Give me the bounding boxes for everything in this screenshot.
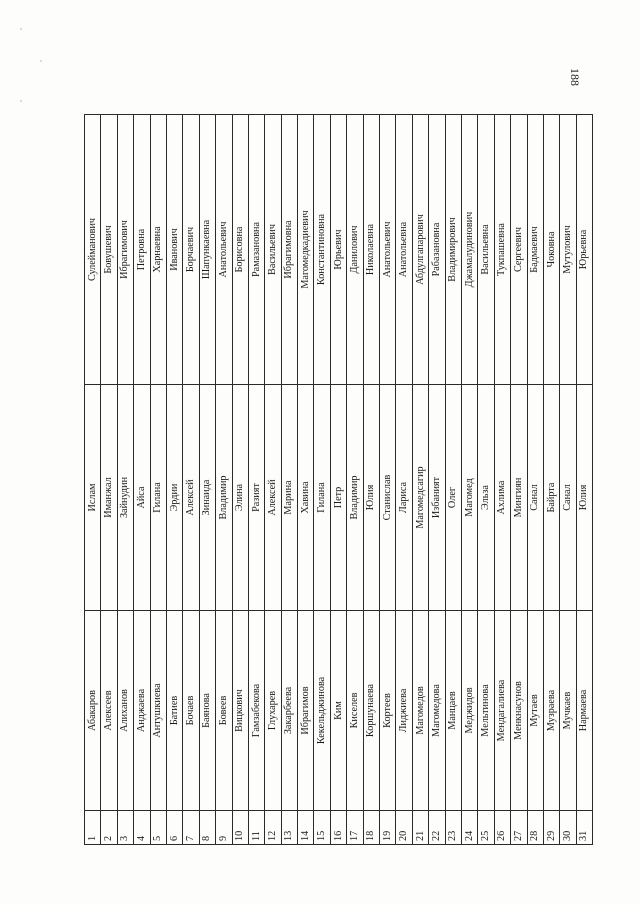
first-name-cell: Мингиян [511, 385, 527, 611]
table-row [150, 115, 166, 845]
patronymic-cell: Васильевич [265, 115, 281, 385]
row-number: 26 [494, 811, 510, 845]
patronymic-cell: Чоковна [543, 115, 559, 385]
table-row [265, 115, 281, 845]
patronymic-cell: Бадмаевич [527, 115, 543, 385]
last-name-cell: Кортеев [380, 611, 396, 811]
first-name-cell: Магомед [461, 385, 477, 611]
last-name-cell: Манцаев [445, 611, 461, 811]
table-row [429, 115, 445, 845]
last-name-cell: Ким [330, 611, 346, 811]
last-name-cell: Алексеев [101, 611, 117, 811]
first-name-cell: Разият [248, 385, 264, 611]
row-number: 6 [166, 811, 182, 845]
table-row [380, 115, 396, 845]
last-name-cell: Батиев [166, 611, 182, 811]
table-row [494, 115, 510, 845]
last-name-cell: Закарбеева [281, 611, 297, 811]
patronymic-cell: Данилович [347, 115, 363, 385]
table-row [232, 115, 248, 845]
first-name-cell: Владимир [216, 385, 232, 611]
last-name-cell: Анджаева [134, 611, 150, 811]
table-row [298, 115, 314, 845]
scan-speck [20, 100, 22, 102]
patronymic-cell: Рабазановна [429, 115, 445, 385]
last-name-cell: Гамзабекова [248, 611, 264, 811]
last-name-cell: Менкнасунов [511, 611, 527, 811]
row-number: 2 [101, 811, 117, 845]
first-name-cell: Санал [527, 385, 543, 611]
first-name-cell: Марина [281, 385, 297, 611]
patronymic-cell: Васильевна [478, 115, 494, 385]
row-number: 19 [380, 811, 396, 845]
row-number: 21 [412, 811, 428, 845]
last-name-cell: Ибрагимов [298, 611, 314, 811]
patronymic-cell: Борисовна [232, 115, 248, 385]
first-name-cell: Избаният [429, 385, 445, 611]
last-name-cell: Музраева [543, 611, 559, 811]
table-row [347, 115, 363, 845]
row-number: 15 [314, 811, 330, 845]
table-row [445, 115, 461, 845]
patronymic-cell: Абдулгапарович [412, 115, 428, 385]
first-name-cell: Магомедсагир [412, 385, 428, 611]
row-number: 29 [543, 811, 559, 845]
table-row [527, 115, 543, 845]
last-name-cell: Бовеев [216, 611, 232, 811]
row-number: 17 [347, 811, 363, 845]
first-name-cell: Эрдии [166, 385, 182, 611]
patronymic-cell: Юрьевна [576, 115, 592, 385]
name-list-table-wrapper [84, 115, 590, 845]
rotated-table [84, 115, 590, 845]
row-number: 8 [199, 811, 215, 845]
first-name-cell: Байрта [543, 385, 559, 611]
first-name-cell: Санал [560, 385, 576, 611]
patronymic-cell: Шапункаевна [199, 115, 215, 385]
table-row [199, 115, 215, 845]
row-number: 30 [560, 811, 576, 845]
table-row [461, 115, 477, 845]
page-number: 188 [568, 68, 582, 86]
patronymic-cell: Константиновна [314, 115, 330, 385]
table-row [543, 115, 559, 845]
first-name-cell: Алексей [183, 385, 199, 611]
patronymic-cell: Бовушевич [101, 115, 117, 385]
table-row [396, 115, 412, 845]
first-name-cell: Юлия [576, 385, 592, 611]
table-row [314, 115, 330, 845]
last-name-cell: Бочаев [183, 611, 199, 811]
row-number: 18 [363, 811, 379, 845]
row-number: 14 [298, 811, 314, 845]
patronymic-cell: Анатольевич [216, 115, 232, 385]
row-number: 16 [330, 811, 346, 845]
last-name-cell: Алиханов [117, 611, 133, 811]
first-name-cell: Айса [134, 385, 150, 611]
scan-speck [20, 28, 22, 30]
patronymic-cell: Магомедкадиевич [298, 115, 314, 385]
row-number: 31 [576, 811, 592, 845]
patronymic-cell: Мутулович [560, 115, 576, 385]
row-number: 27 [511, 811, 527, 845]
last-name-cell: Антушкиева [150, 611, 166, 811]
first-name-cell: Зайнудин [117, 385, 133, 611]
table-row [166, 115, 182, 845]
table-row [576, 115, 592, 845]
first-name-cell: Владимир [347, 385, 363, 611]
last-name-cell: Мутаев [527, 611, 543, 811]
table-row [560, 115, 576, 845]
scan-speck [40, 60, 42, 62]
first-name-cell: Петр [330, 385, 346, 611]
table-row [363, 115, 379, 845]
table-row [134, 115, 150, 845]
last-name-cell: Кекельджинова [314, 611, 330, 811]
table-row [248, 115, 264, 845]
last-name-cell: Абакаров [85, 611, 101, 811]
first-name-cell: Лариса [396, 385, 412, 611]
row-number: 3 [117, 811, 133, 845]
last-name-cell: Баянова [199, 611, 215, 811]
row-number: 4 [134, 811, 150, 845]
table-row [478, 115, 494, 845]
last-name-cell: Коршунаева [363, 611, 379, 811]
table-row [330, 115, 346, 845]
table-row [281, 115, 297, 845]
first-name-cell: Иманжал [101, 385, 117, 611]
patronymic-cell: Ибрагимович [117, 115, 133, 385]
patronymic-cell: Сулейманович [85, 115, 101, 385]
table-row [117, 115, 133, 845]
patronymic-cell: Иванович [166, 115, 182, 385]
patronymic-cell: Владимирович [445, 115, 461, 385]
last-name-cell: Меджидов [461, 611, 477, 811]
table-row [101, 115, 117, 845]
first-name-cell: Зинаида [199, 385, 215, 611]
table-row [216, 115, 232, 845]
row-number: 11 [248, 811, 264, 845]
patronymic-cell: Юрьевич [330, 115, 346, 385]
patronymic-cell: Николаевна [363, 115, 379, 385]
row-number: 1 [85, 811, 101, 845]
first-name-cell: Гилана [150, 385, 166, 611]
first-name-cell: Хавина [298, 385, 314, 611]
last-name-cell: Магомедова [429, 611, 445, 811]
last-name-cell: Глухарев [265, 611, 281, 811]
patronymic-cell: Ибрагимовна [281, 115, 297, 385]
first-name-cell: Эльза [478, 385, 494, 611]
patronymic-cell: Тукпашевна [494, 115, 510, 385]
patronymic-cell: Рамазановна [248, 115, 264, 385]
row-number: 20 [396, 811, 412, 845]
first-name-cell: Станислав [380, 385, 396, 611]
last-name-cell: Мучкаев [560, 611, 576, 811]
first-name-cell: Юлия [363, 385, 379, 611]
last-name-cell: Мельтинова [478, 611, 494, 811]
last-name-cell: Мендагалиева [494, 611, 510, 811]
table-body [85, 115, 593, 845]
row-number: 9 [216, 811, 232, 845]
row-number: 5 [150, 811, 166, 845]
row-number: 22 [429, 811, 445, 845]
first-name-cell: Ахлима [494, 385, 510, 611]
name-list-table [84, 114, 593, 845]
patronymic-cell: Петровна [134, 115, 150, 385]
row-number: 24 [461, 811, 477, 845]
first-name-cell: Гилана [314, 385, 330, 611]
last-name-cell: Лиджиева [396, 611, 412, 811]
table-row [183, 115, 199, 845]
first-name-cell: Олег [445, 385, 461, 611]
row-number: 25 [478, 811, 494, 845]
row-number: 7 [183, 811, 199, 845]
row-number: 28 [527, 811, 543, 845]
row-number: 12 [265, 811, 281, 845]
patronymic-cell: Сергеевич [511, 115, 527, 385]
table-row [412, 115, 428, 845]
table-row [85, 115, 101, 845]
patronymic-cell: Харнаевна [150, 115, 166, 385]
last-name-cell: Киселев [347, 611, 363, 811]
patronymic-cell: Анатольевич [380, 115, 396, 385]
first-name-cell: Алексей [265, 385, 281, 611]
patronymic-cell: Джамалудинович [461, 115, 477, 385]
last-name-cell: Вицкович [232, 611, 248, 811]
last-name-cell: Магомедов [412, 611, 428, 811]
last-name-cell: Нармаева [576, 611, 592, 811]
first-name-cell: Элина [232, 385, 248, 611]
row-number: 23 [445, 811, 461, 845]
patronymic-cell: Анатольевна [396, 115, 412, 385]
first-name-cell: Ислам [85, 385, 101, 611]
row-number: 10 [232, 811, 248, 845]
patronymic-cell: Борчаевич [183, 115, 199, 385]
table-row [511, 115, 527, 845]
row-number: 13 [281, 811, 297, 845]
